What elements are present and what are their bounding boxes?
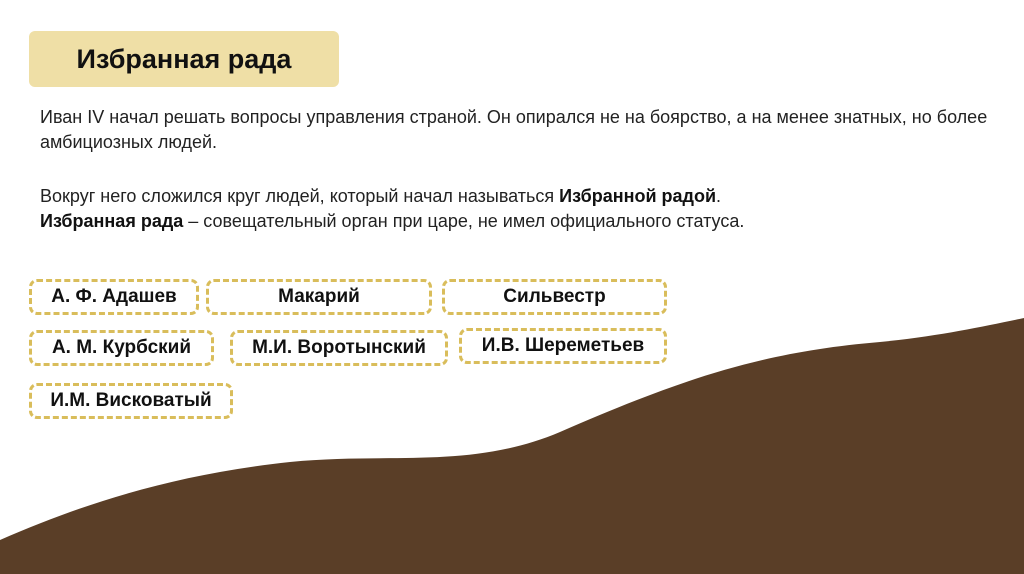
member-chip-viskovaty: И.М. Висковатый: [29, 383, 233, 419]
member-chip-makariy: Макарий: [206, 279, 432, 315]
paragraph-intro: Иван IV начал решать вопросы управления страной. Он опирался не на боярство, а на менее знатных, но более амбициозных людей.: [40, 107, 988, 152]
definition-emphasis-1: Избранной радой: [559, 186, 717, 206]
member-chip-adashev: А. Ф. Адашев: [29, 279, 199, 315]
paragraph-definition: [40, 184, 1000, 234]
member-chip-sheremetev: И.В. Шереметьев: [459, 328, 667, 364]
definition-dot: .: [716, 186, 722, 206]
definition-rest-text: – совещательный орган при царе, не имел официального статуса.: [183, 211, 745, 231]
member-chip-silvestr: Сильвестр: [442, 279, 667, 315]
definition-intro-text: Вокруг него сложился круг людей, который начал называться: [40, 186, 560, 206]
member-chip-kurbsky: А. М. Курбский: [29, 330, 214, 366]
slide-title: Избранная рада: [29, 31, 339, 87]
definition-emphasis-2: Избранная рада: [40, 211, 184, 231]
member-chip-vorotynsky: М.И. Воротынский: [230, 330, 448, 366]
